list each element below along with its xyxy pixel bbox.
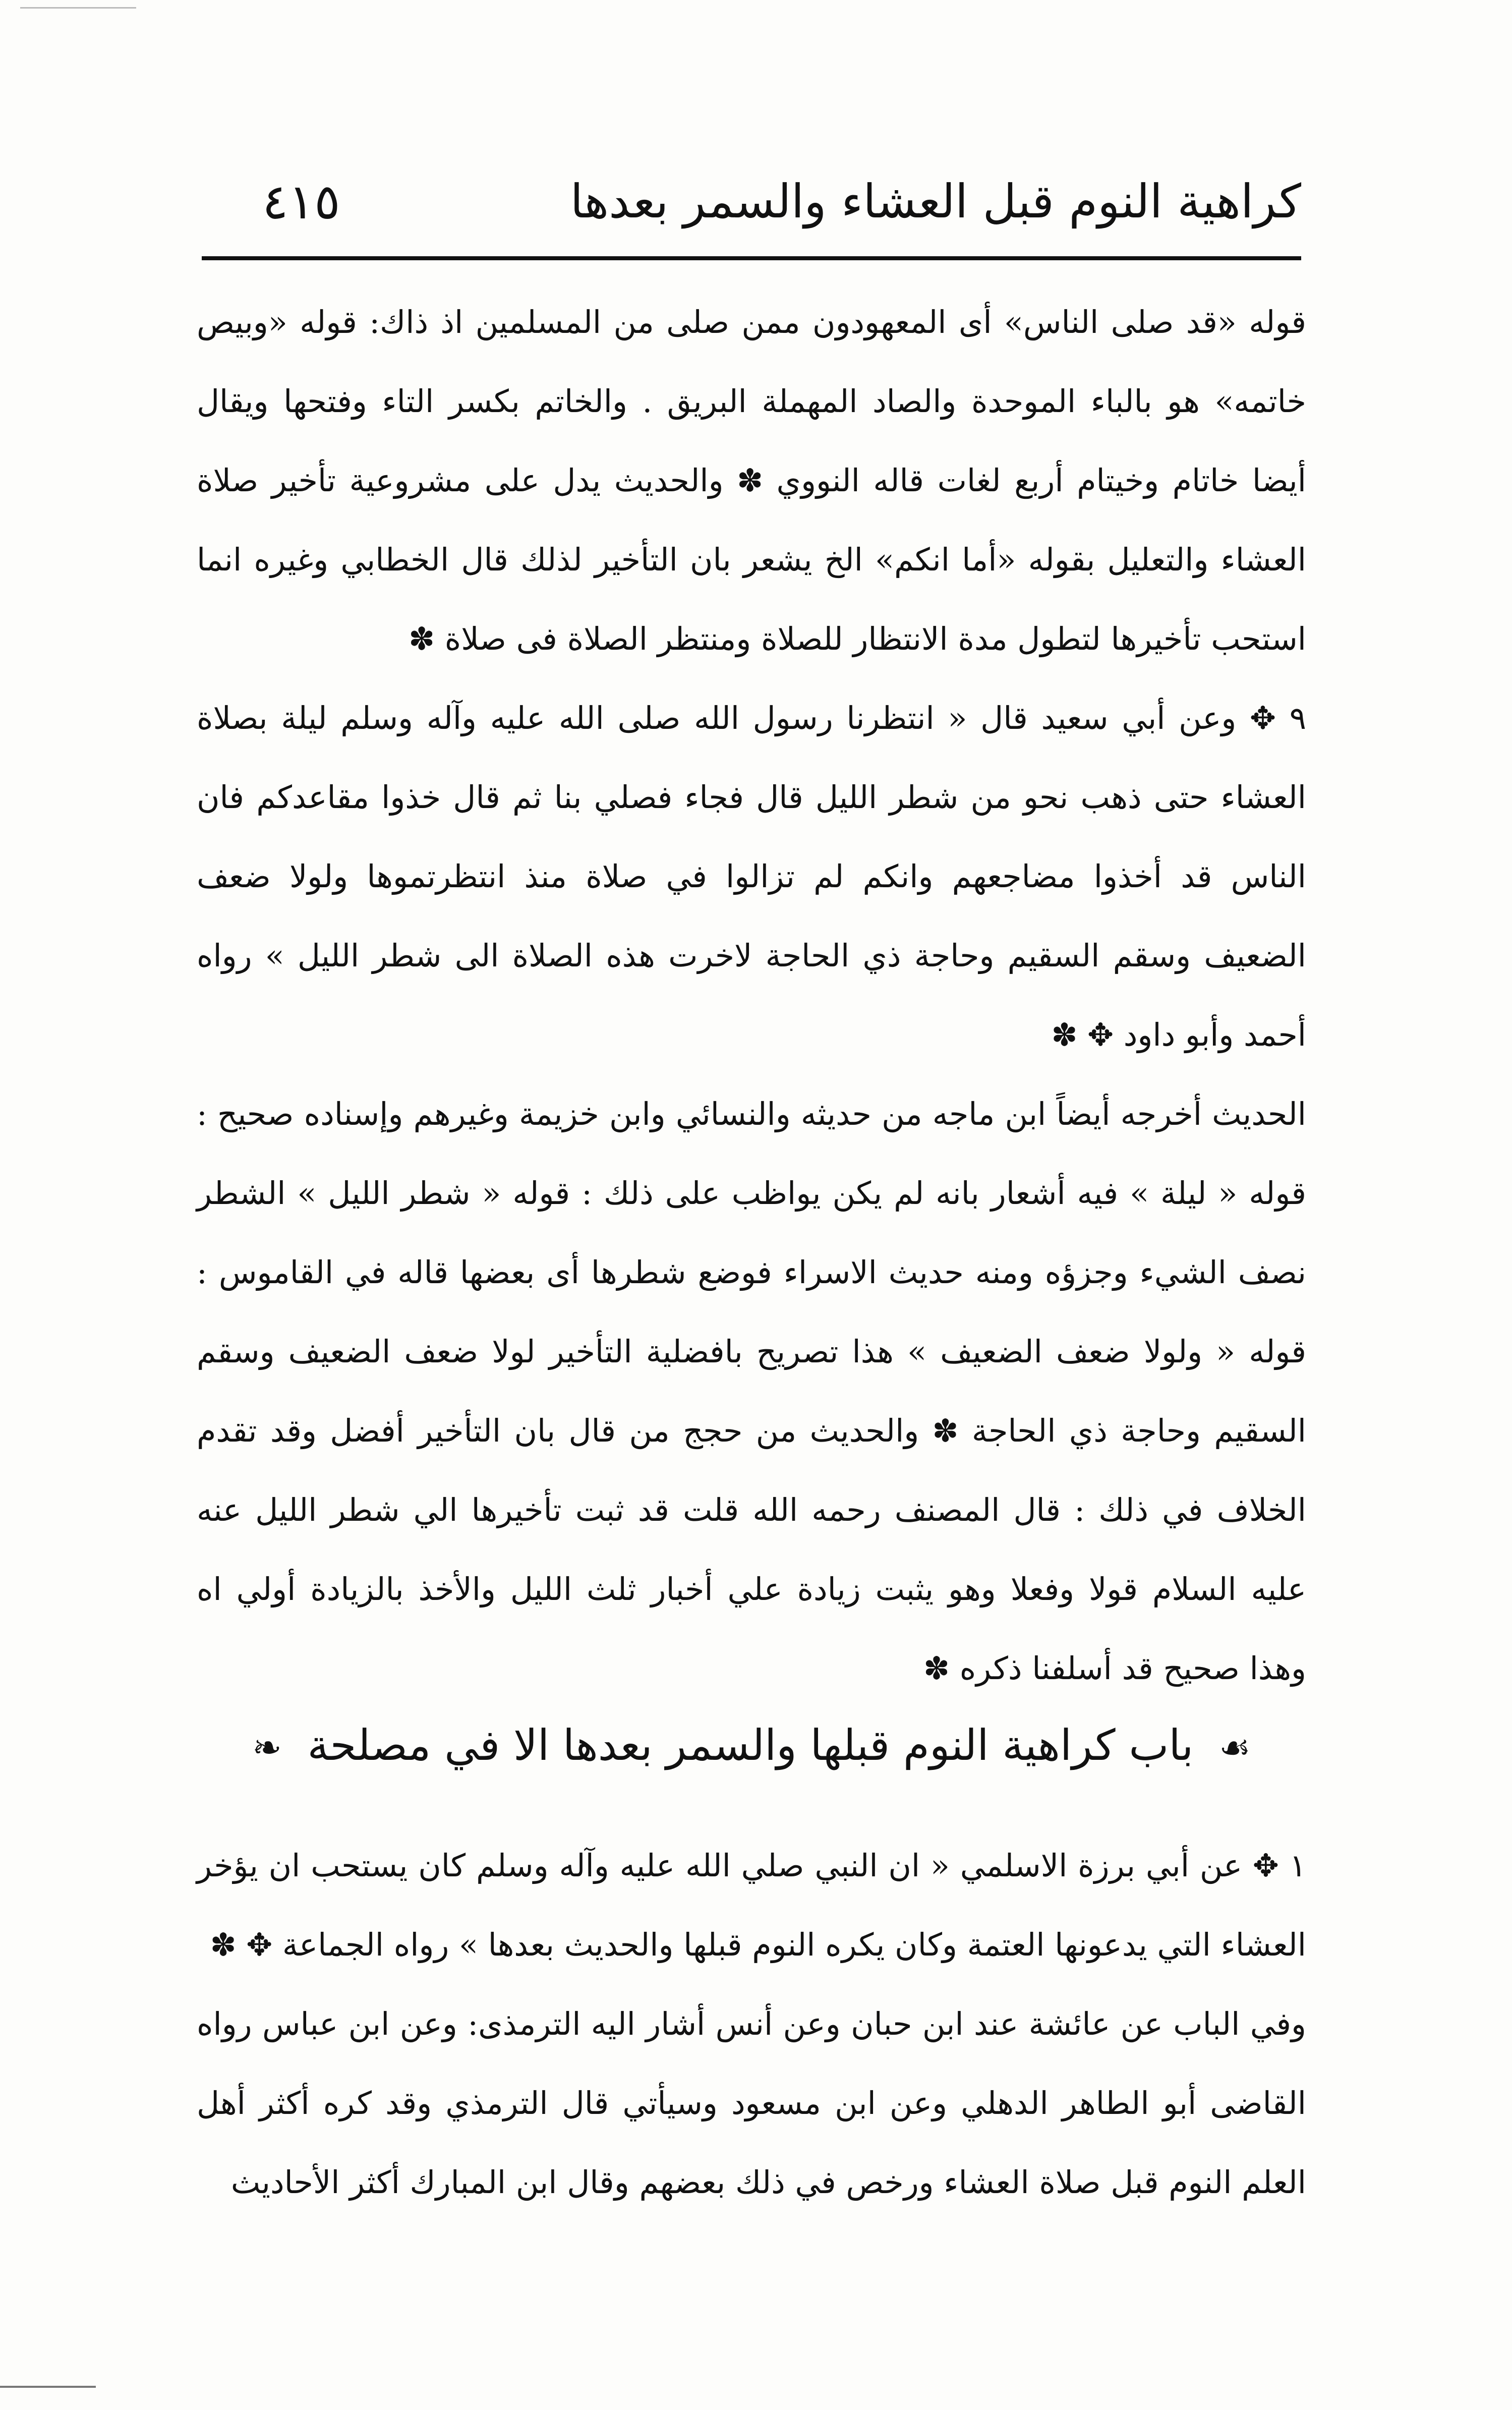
ornament-left: ❧	[252, 1727, 282, 1768]
chapter-body	[197, 1826, 1306, 2222]
chapter-heading-text: باب كراهية النوم قبلها والسمر بعدها الا في مصلحة	[307, 1720, 1194, 1770]
running-header	[202, 166, 1301, 247]
paragraph-hadith-1: ١ ✥ عن أبي برزة الاسلمي « ان النبي صلي الله عليه وآله وسلم كان يستحب ان يؤخر العشاء التي يدعونها العتمة وكان يكره النوم قبلها والحديث بعدها » رواه الجماعة ✥ ✽	[197, 1847, 1306, 1963]
paragraph-hadith-9: ٩ ✥ وعن أبي سعيد قال « انتظرنا رسول الله صلى الله عليه وآله وسلم ليلة بصلاة العشاء حتى ذهب نحو من شطر الليل قال فجاء فصلي بنا ثم قال خذوا مقاعدكم فان الناس قد أخذوا مضاجعهم وانكم لم تزالوا في صلاة منذ انتظرتموها ولولا ضعف الضعيف وسقم السقيم وحاجة ذي الحاجة لاخرت هذه الصلاة الى شطر الليل » رواه أحمد وأبو داود ✥ ✽	[197, 700, 1306, 1053]
chapter-heading	[197, 1705, 1306, 1788]
paragraph-commentary-3: وفي الباب عن عائشة عند ابن حبان وعن أنس أشار اليه الترمذى: وعن ابن عباس رواه القاضى أبو الطاهر الدهلي وعن ابن مسعود وسيأتي قال الترمذي وقد كره أكثر أهل العلم النوم قبل صلاة العشاء ورخص في ذلك بعضهم وقال ابن المبارك أكثر الأحاديث	[197, 2005, 1306, 2201]
scan-edge-mark-bottom	[0, 2386, 96, 2388]
paragraph-commentary-1: قوله «قد صلى الناس» أى المعهودون ممن صلى من المسلمين اذ ذاك: قوله «وبيص خاتمه» هو بالباء الموحدة والصاد المهملة البريق . والخاتم بكسر التاء وفتحها ويقال أيضا خاتام وخيتام أربع لغات قاله النووي ✽ والحديث يدل على مشروعية تأخير صلاة العشاء والتعليل بقوله «أما انكم» الخ يشعر بان التأخير لذلك قال الخطابي وغيره انما استحب تأخيرها لتطول مدة الانتظار للصلاة ومنتظر الصلاة فى صلاة ✽	[197, 304, 1307, 657]
scan-edge-mark	[20, 7, 136, 9]
ornament-right: ☙	[1219, 1727, 1251, 1768]
commentary-section	[197, 282, 1306, 1708]
paragraph-commentary-2: الحديث أخرجه أيضاً ابن ماجه من حديثه والنسائي وابن خزيمة وغيرهم وإسناده صحيح : قوله « ليلة » فيه أشعار بانه لم يكن يواظب على ذلك : قوله « شطر الليل » الشطر نصف الشيء وجزؤه ومنه حديث الاسراء فوضع شطرها أى بعضها قاله في القاموس : قوله « ولولا ضعف الضعيف » هذا تصريح بافضلية التأخير لولا ضعف الضعيف وسقم السقيم وحاجة ذي الحاجة ✽ والحديث من حجج من قال بان التأخير أفضل وقد تقدم الخلاف في ذلك : قال المصنف رحمه الله قلت قد ثبت تأخيرها الي شطر الليل عنه عليه السلام قولا وفعلا وهو يثبت زيادة علي أخبار ثلث الليل والأخذ بالزيادة أولي اه وهذا صحيح قد أسلفنا ذكره ✽	[197, 1096, 1306, 1687]
header-rule	[202, 256, 1301, 260]
running-title: كراهية النوم قبل العشاء والسمر بعدها	[570, 175, 1301, 228]
page-number: ٤١٥	[262, 174, 340, 230]
